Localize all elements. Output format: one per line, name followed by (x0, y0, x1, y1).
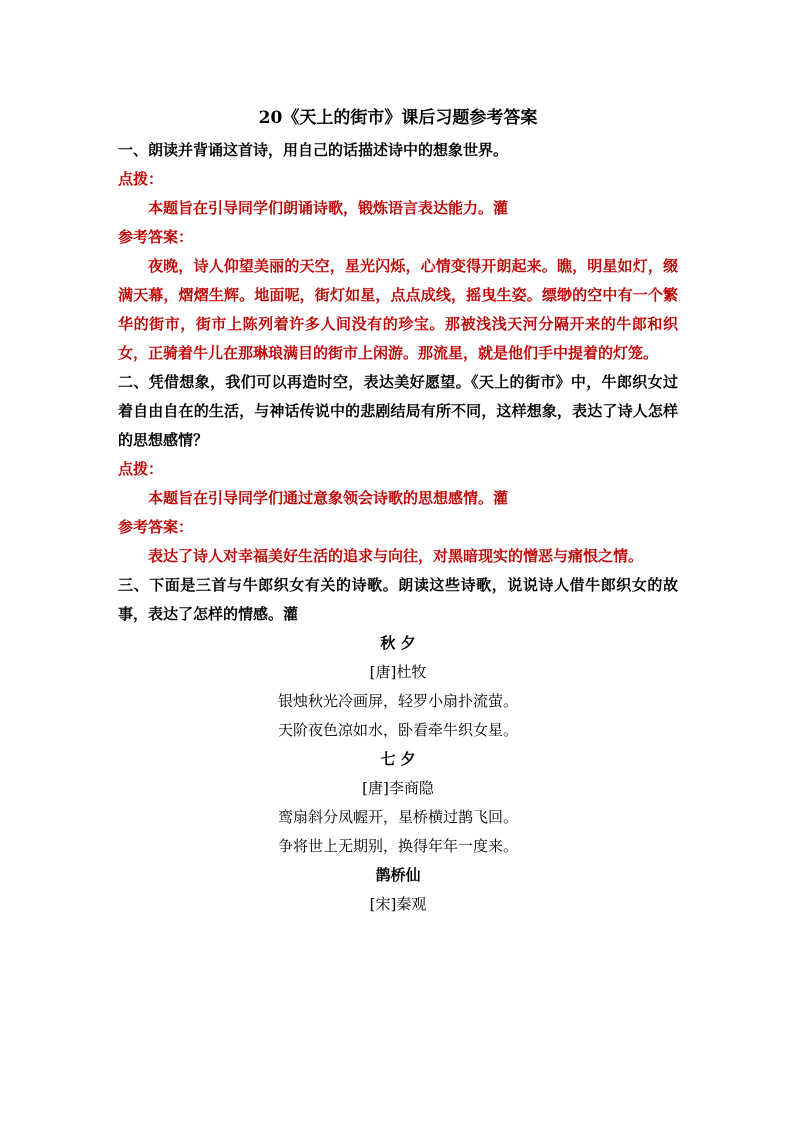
document-content (118, 104, 678, 919)
q2-hint-text (118, 484, 678, 513)
poem-1-author: [唐]杜牧 (369, 663, 427, 681)
poem-1-title: 秋 夕 (380, 634, 416, 652)
question-3-mark: 灌 (283, 605, 299, 623)
q1-hint-label: 点拨： (118, 170, 164, 188)
q2-answer-label: 参考答案： (118, 518, 194, 536)
poem-2-line-2: 争将世上无期别，换得年年一度来。 (277, 837, 518, 855)
q2-hint-body: 本题旨在引导同学们通过意象领会诗歌的思想感情。 (148, 489, 494, 507)
q1-hint-body: 本题旨在引导同学们朗诵诗歌，锻炼语言表达能力。 (148, 199, 494, 217)
question-1: 一、朗读并背诵这首诗，用自己的话描述诗中的想象世界。 (118, 141, 509, 159)
q1-hint-text (118, 194, 678, 223)
poem-2-title: 七 夕 (380, 750, 416, 768)
q2-answer-text: 表达了诗人对幸福美好生活的追求与向往，对黑暗现实的憎恶与痛恨之情。 (148, 547, 644, 565)
q2-hint-mark: 灌 (493, 489, 509, 507)
question-3 (118, 571, 678, 629)
poem-3-author: [宋]秦观 (369, 895, 427, 913)
poem-3-title: 鹊桥仙 (375, 866, 421, 884)
poem-2-line-1: 鸾扇斜分凤幄开，星桥横过鹊飞回。 (277, 808, 518, 826)
question-3-body: 三、下面是三首与牛郎织女有关的诗歌。朗读这些诗歌，说说诗人借牛郎织女的故事，表达了怎样的情感。 (118, 576, 678, 623)
q2-hint-label: 点拨： (118, 460, 164, 478)
poem-2-author: [唐]李商隐 (362, 779, 434, 797)
q1-answer-text: 夜晚，诗人仰望美丽的天空，星光闪烁，心情变得开朗起来。瞧，明星如灯，缀满天幕，熠熠生辉。地面呢，街灯如星，点点成线，摇曳生姿。缥缈的空中有一个繁华的街市，街市上陈列着许多人间没有的珍宝。那被浅浅天河分隔开来的牛郎和织女，正骑着牛儿在那琳琅满目的街市上闲游。那流星，就是他们手中提着的灯笼。 (118, 257, 678, 362)
question-2: 二、凭借想象，我们可以再造时空，表达美好愿望。《天上的街市》中，牛郎织女过着自由自在的生活，与神话传说中的悲剧结局有所不同，这样想象，表达了诗人怎样的思想感情？ (118, 373, 678, 449)
poem-1-line-2: 天阶夜色凉如水，卧看牵牛织女星。 (277, 721, 518, 739)
document-title: 20《天上的街市》课后习题参考答案 (258, 108, 538, 128)
q1-answer-label: 参考答案： (118, 228, 194, 246)
q1-hint-mark: 灌 (493, 199, 509, 217)
poem-1-line-1: 银烛秋光冷画屏，轻罗小扇扑流萤。 (277, 692, 518, 710)
